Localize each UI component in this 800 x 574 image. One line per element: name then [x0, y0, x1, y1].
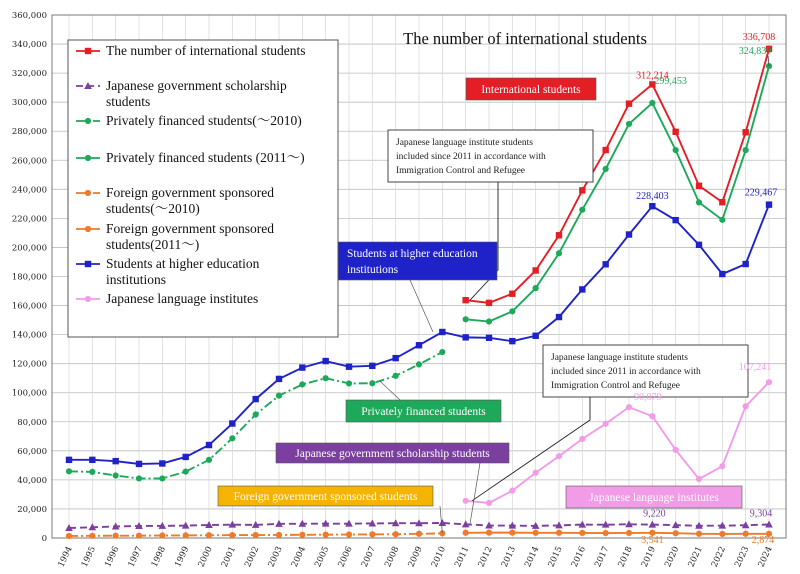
data-point: [206, 532, 212, 538]
legend-item: [76, 150, 305, 165]
data-point: [369, 531, 375, 537]
data-label: 229,467: [744, 187, 778, 199]
data-point: [602, 261, 608, 267]
legend-label: students(～2010): [106, 201, 200, 216]
data-point: [85, 226, 91, 232]
legend-label: students: [106, 94, 151, 109]
data-point: [603, 530, 609, 536]
data-point: [509, 530, 515, 536]
data-point: [136, 475, 142, 481]
data-point: [85, 190, 91, 196]
data-point: [672, 129, 678, 135]
data-point: [253, 532, 259, 538]
data-point: [346, 531, 352, 537]
data-point: [532, 333, 538, 339]
data-point: [742, 129, 748, 135]
data-point: [112, 458, 118, 464]
data-point: [556, 250, 562, 256]
x-tick-label: 2012: [476, 545, 495, 569]
data-point: [183, 469, 189, 475]
data-point: [626, 530, 632, 536]
legend-label: students(2011～): [106, 237, 200, 252]
data-point: [742, 261, 748, 267]
x-tick-label: 2004: [289, 545, 309, 569]
y-tick-label: 80,000: [17, 417, 47, 428]
x-tick-label: 1996: [103, 545, 122, 569]
data-point: [672, 217, 678, 223]
data-point: [743, 531, 749, 537]
data-point: [463, 530, 469, 536]
legend-label: Privately financed students (2011～): [106, 150, 305, 165]
y-tick-label: 60,000: [17, 446, 47, 457]
data-point: [603, 421, 609, 427]
series-label-tag: [466, 78, 596, 100]
data-point: [89, 457, 95, 463]
data-point: [556, 232, 562, 238]
series-label-text: Japanese language institutes: [589, 492, 719, 504]
data-point: [252, 396, 258, 402]
data-point: [229, 532, 235, 538]
legend-label: The number of international students: [106, 43, 306, 58]
data-point: [206, 442, 212, 448]
y-tick-label: 180,000: [11, 272, 47, 283]
series-label-text: International students: [481, 84, 581, 96]
x-tick-label: 2005: [313, 545, 332, 569]
legend-label: Students at higher education: [106, 256, 260, 271]
data-point: [182, 454, 188, 460]
series-label-tag: [218, 486, 433, 506]
data-point: [369, 363, 375, 369]
data-point: [416, 342, 422, 348]
data-point: [556, 453, 562, 459]
callout-text: included since 2011 in accordance with: [551, 367, 701, 377]
x-tick-label: 1995: [79, 545, 99, 569]
x-tick-label: 2000: [196, 545, 215, 569]
y-tick-label: 100,000: [11, 388, 47, 399]
data-point: [159, 532, 165, 538]
data-point: [439, 349, 445, 355]
data-point: [276, 376, 282, 382]
data-point: [276, 532, 282, 538]
data-point: [462, 297, 468, 303]
callout-text: Immigration Control and Refugee: [551, 381, 681, 391]
x-tick-label: 2010: [429, 545, 449, 569]
data-point: [486, 318, 492, 324]
data-point: [719, 463, 725, 469]
data-point: [719, 531, 725, 537]
data-point: [486, 530, 492, 536]
data-point: [113, 472, 119, 478]
data-point: [579, 530, 585, 536]
data-point: [136, 533, 142, 539]
data-point: [346, 380, 352, 386]
data-point: [276, 393, 282, 399]
data-label: 312,214: [636, 70, 669, 82]
x-tick-label: 2016: [569, 545, 589, 569]
legend-label: Foreign government sponsored: [106, 185, 274, 200]
data-point: [486, 335, 492, 341]
data-point: [183, 532, 189, 538]
series-label-tag: [276, 443, 509, 463]
legend-label: Japanese language institutes: [106, 291, 259, 306]
data-point: [229, 435, 235, 441]
data-point: [229, 420, 235, 426]
y-tick-label: 300,000: [11, 98, 47, 109]
y-tick-label: 40,000: [17, 475, 47, 486]
data-point: [369, 380, 375, 386]
data-point: [346, 364, 352, 370]
x-tick-label: 2009: [406, 545, 425, 569]
data-point: [719, 217, 725, 223]
data-point: [113, 533, 119, 539]
legend-item: [76, 43, 305, 58]
legend-label: Privately financed students(～2010): [106, 113, 302, 128]
data-point: [323, 375, 329, 381]
x-tick-label: 2008: [383, 545, 402, 569]
data-point: [462, 334, 468, 340]
data-point: [463, 498, 469, 504]
data-point: [626, 100, 632, 106]
series-label-text: Foreign government sponsored students: [233, 491, 418, 503]
data-label: 9,304: [749, 508, 773, 520]
data-point: [533, 530, 539, 536]
data-point: [673, 447, 679, 453]
data-point: [532, 267, 538, 273]
data-point: [136, 461, 142, 467]
data-point: [696, 199, 702, 205]
y-tick-label: 20,000: [17, 504, 47, 515]
x-tick-label: 1994: [56, 545, 75, 569]
data-label: 3,541: [641, 534, 664, 546]
data-point: [719, 271, 725, 277]
data-point: [85, 155, 91, 161]
data-label: 9,220: [643, 508, 666, 520]
data-point: [649, 413, 655, 419]
data-point: [626, 231, 632, 237]
x-tick-label: 2020: [663, 545, 682, 569]
y-tick-label: 340,000: [11, 40, 47, 51]
data-point: [66, 468, 72, 474]
data-point: [509, 308, 515, 314]
title-layer: [403, 29, 647, 48]
data-point: [556, 530, 562, 536]
data-point: [416, 531, 422, 537]
data-point: [696, 476, 702, 482]
data-point: [509, 291, 515, 297]
x-tick-label: 2024: [756, 545, 775, 569]
series-label-text: Privately financed students: [361, 406, 486, 418]
data-point: [626, 121, 632, 127]
data-point: [673, 530, 679, 536]
series-label-text: Students at higher education: [347, 248, 478, 260]
data-point: [66, 457, 72, 463]
data-point: [743, 147, 749, 153]
x-tick-label: 2017: [593, 545, 612, 569]
data-point: [649, 100, 655, 106]
data-point: [602, 147, 608, 153]
data-point: [159, 475, 165, 481]
data-point: [696, 183, 702, 189]
series-label-text: Japanese government scholarship students: [295, 448, 490, 460]
legend-item: [76, 113, 302, 128]
y-tick-label: 0: [41, 534, 47, 544]
x-tick-label: 2002: [243, 545, 262, 569]
legend-label: Japanese government scholarship: [106, 78, 287, 93]
data-point: [89, 533, 95, 539]
y-tick-label: 160,000: [11, 301, 47, 312]
data-point: [556, 314, 562, 320]
y-tick-label: 320,000: [11, 69, 47, 80]
data-point: [649, 203, 655, 209]
x-tick-label: 2006: [336, 545, 355, 569]
chart-title: The number of international students: [403, 29, 647, 48]
data-point: [159, 460, 165, 466]
data-point: [393, 531, 399, 537]
callout-text: Japanese language institute students: [396, 138, 533, 148]
series-label-tag: [337, 242, 497, 280]
data-point: [486, 500, 492, 506]
data-point: [85, 296, 91, 302]
y-tick-label: 200,000: [11, 243, 47, 254]
y-tick-label: 360,000: [11, 11, 47, 21]
series-label-tag: [566, 486, 742, 508]
data-point: [579, 187, 585, 193]
data-point: [89, 469, 95, 475]
data-point: [579, 286, 585, 292]
data-point: [719, 199, 725, 205]
data-label: 324,839: [738, 46, 772, 58]
data-point: [299, 381, 305, 387]
data-point: [323, 532, 329, 538]
data-point: [533, 285, 539, 291]
data-point: [253, 411, 259, 417]
data-label: 2,874: [751, 534, 775, 546]
legend: [68, 40, 338, 337]
x-tick-label: 2021: [686, 545, 705, 569]
data-point: [392, 355, 398, 361]
data-point: [416, 361, 422, 367]
y-tick-label: 280,000: [11, 127, 47, 138]
data-point: [509, 488, 515, 494]
data-point: [85, 261, 91, 267]
x-tick-label: 2011: [453, 545, 472, 569]
legend-label: institutions: [106, 272, 167, 287]
y-tick-label: 220,000: [11, 214, 47, 225]
data-point: [603, 166, 609, 172]
x-tick-label: 2003: [266, 545, 285, 569]
data-point: [322, 358, 328, 364]
data-point: [696, 531, 702, 537]
x-tick-label: 2001: [219, 545, 239, 569]
callout-text: Japanese language institute students: [551, 353, 688, 363]
data-point: [85, 118, 91, 124]
y-tick-label: 120,000: [11, 359, 47, 370]
data-point: [766, 201, 772, 207]
data-point: [579, 207, 585, 213]
x-tick-label: 2023: [733, 545, 752, 569]
x-tick-label: 2013: [499, 545, 519, 569]
data-point: [393, 373, 399, 379]
x-tick-label: 1999: [173, 545, 192, 569]
data-label: 336,708: [742, 31, 776, 43]
data-point: [299, 532, 305, 538]
x-tick-label: 2007: [359, 545, 379, 569]
data-point: [673, 147, 679, 153]
callout-text: included since 2011 in accordance with: [396, 152, 546, 162]
series-label-tag: [346, 400, 501, 422]
data-point: [486, 300, 492, 306]
x-tick-label: 1997: [126, 545, 145, 569]
legend-label: Foreign government sponsored: [106, 221, 274, 236]
x-tick-label: 2014: [523, 545, 542, 569]
series-label-text: institutions: [347, 264, 399, 276]
data-point: [696, 242, 702, 248]
x-tick-label: 2019: [639, 545, 659, 569]
data-point: [766, 379, 772, 385]
data-label: 90,079: [634, 392, 662, 404]
callout-text: Immigration Control and Refugee: [396, 166, 526, 176]
y-tick-label: 260,000: [11, 156, 47, 167]
data-point: [626, 404, 632, 410]
x-tick-label: 2022: [709, 545, 729, 569]
data-point: [509, 338, 515, 344]
data-point: [579, 436, 585, 442]
data-point: [85, 48, 91, 54]
x-tick-label: 2015: [546, 545, 565, 569]
data-point: [743, 403, 749, 409]
data-label: 228,403: [636, 191, 669, 203]
data-point: [533, 470, 539, 476]
data-label: 107,241: [738, 362, 772, 374]
data-point: [206, 457, 212, 463]
y-tick-label: 140,000: [11, 330, 47, 341]
data-point: [299, 364, 305, 370]
data-point: [463, 316, 469, 322]
y-tick-label: 240,000: [11, 185, 47, 196]
x-tick-label: 1998: [149, 545, 169, 569]
data-label: 299,453: [654, 75, 687, 87]
data-point: [439, 329, 445, 335]
x-tick-label: 2018: [616, 545, 635, 569]
data-point: [66, 533, 72, 539]
